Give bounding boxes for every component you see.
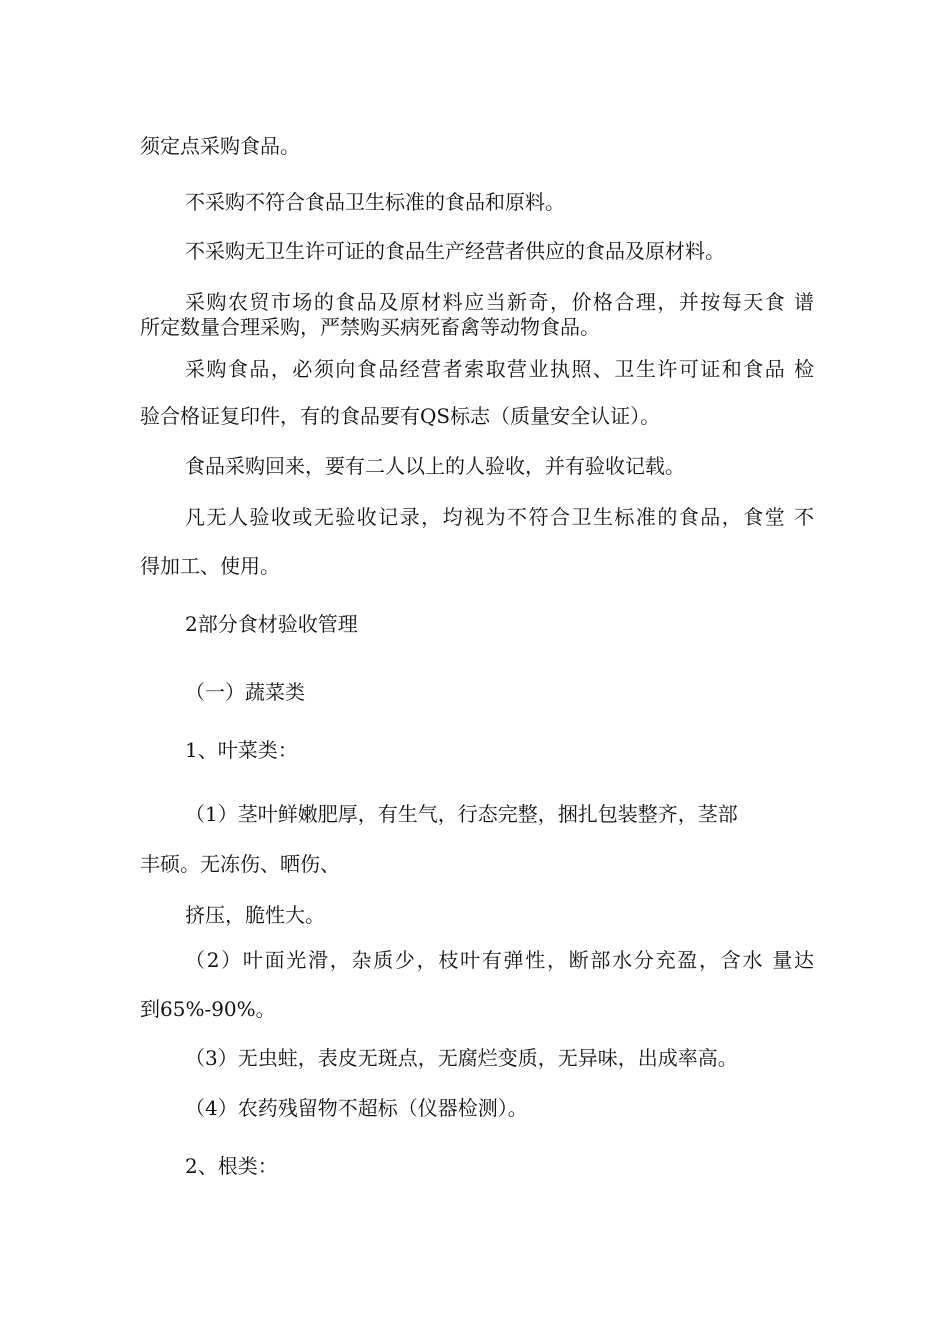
- text-line: 验合格证复印件，有的食品要有QS标志（质量安全认证）。: [140, 404, 661, 428]
- text-line: 食品采购回来，要有二人以上的人验收，并有验收记载。: [185, 454, 685, 478]
- text-line: （1）茎叶鲜嫩肥厚，有生气，行态完整，捆扎包装整齐，茎部: [185, 802, 738, 826]
- text-line: 不采购无卫生许可证的食品生产经营者供应的食品及原材料。: [185, 239, 725, 263]
- subsection-heading: 2、根类：: [185, 1154, 278, 1178]
- text-line: 到65%-90%。: [140, 997, 276, 1021]
- text-line: 挤压，脆性大。: [185, 903, 325, 927]
- subsection-heading: 1、叶菜类：: [185, 738, 298, 762]
- text-line: 采购食品，必须向食品经营者索取营业执照、卫生许可证和食品 检: [185, 357, 814, 381]
- text-line: 凡无人验收或无验收记录，均视为不符合卫生标准的食品，食堂 不: [185, 505, 814, 529]
- subsection-heading: （一）蔬菜类: [185, 680, 305, 704]
- text-line: 不采购不符合食品卫生标准的食品和原料。: [185, 190, 565, 214]
- text-line: 须定点采购食品。: [140, 134, 300, 158]
- text-line: 采购农贸市场的食品及原材料应当新奇，价格合理，并按每天食 谱: [185, 290, 814, 314]
- section-heading: 2部分食材验收管理: [185, 612, 358, 636]
- text-line: （4）农药残留物不超标（仪器检测）。: [185, 1096, 528, 1120]
- text-line: 所定数量合理采购，严禁购买病死畜禽等动物食品。: [140, 315, 600, 339]
- text-line: （2）叶面光滑，杂质少，枝叶有弹性，断部水分充盈，含水 量达: [185, 948, 814, 972]
- text-line: 得加工、使用。: [140, 554, 280, 578]
- text-line: 丰硕。无冻伤、晒伤、: [140, 852, 340, 876]
- text-line: （3）无虫蛀，表皮无斑点，无腐烂变质，无异味，出成率高。: [185, 1046, 738, 1070]
